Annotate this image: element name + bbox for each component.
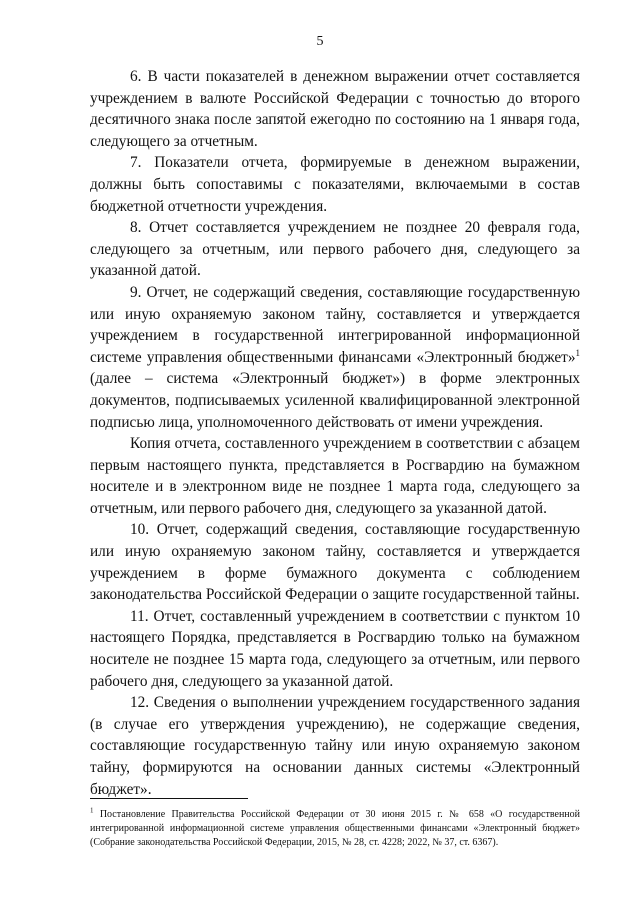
paragraph-9 (90, 282, 580, 433)
paragraph-11: 11. Отчет, составленный учреждением в соответствии с пунктом 10 настоящего Порядка, представляется в Росгвардию только на бумажном носителе не позднее 15 марта года, следующего за отчетным, или первого рабочего дня, следующего за указанной датой. (90, 607, 580, 690)
footnote (90, 808, 580, 851)
footnote-text: Постановление Правительства Российской Федерации от 30 июня 2015 г. № 658 «О государственной интегрированной информационной системе управления общественными финансами «Электронный бюджет» (Собрание законодательства Российской Федерации, 2015, № 28, ст. 4228; 2022, № 37, ст. 6367). (90, 809, 580, 849)
footnote-divider (90, 798, 248, 799)
paragraph-9-text: 9. Отчет, не содержащий сведения, составляющие государственную или иную охраняемую законом тайну, составляется и утверждается учреждением в государственной интегрированной информационной системе управления общественными финансами «Электронный бюджет» (90, 283, 580, 366)
paragraph-7: 7. Показатели отчета, формируемые в денежном выражении, должны быть сопоставимы с показателями, включаемыми в состав бюджетной отчетности учреждения. (90, 154, 580, 215)
footnote-reference: 1 (575, 347, 580, 358)
paragraph-10: 10. Отчет, содержащий сведения, составляющие государственную или иную охраняемую законом тайну, составляется и утверждается учреждением в форме бумажного документа с соблюдением законодательства Российской Федерации о защите государственной тайны. (90, 521, 580, 604)
paragraph-6: 6. В части показателей в денежном выражении отчет составляется учреждением в валюте Российской Федерации с точностью до второго десятичного знака после запятой ежегодно по состоянию на 1 января года, следующего за отчетным. (90, 68, 580, 150)
page-number: 5 (316, 34, 324, 49)
paragraph-9-copy: Копия отчета, составленного учреждением в соответствии с абзацем первым настоящего пункта, представляется в Росгвардию на бумажном носителе и в электронном виде не позднее 1 марта года, следующего за отчетным, или первого рабочего дня, следующего за указанной датой. (90, 435, 580, 517)
footnote-marker: 1 (90, 806, 94, 815)
paragraph-12: 12. Сведения о выполнении учреждением государственного задания (в случае его утверждения учреждению), не содержащие сведения, составляющие государственную тайну или иную охраняемую законом тайну, формируются на основании данных системы «Электронный бюджет». (90, 694, 580, 798)
document-body (90, 66, 580, 800)
paragraph-9-continuation: (далее – система «Электронный бюджет») в форме электронных документов, подписываемых усиленной квалифицированной электронной подписью лица, уполномоченного действовать от имени учреждения. (90, 370, 580, 431)
paragraph-8: 8. Отчет составляется учреждением не позднее 20 февраля года, следующего за отчетным, или первого рабочего дня, следующего за указанной датой. (90, 219, 580, 280)
